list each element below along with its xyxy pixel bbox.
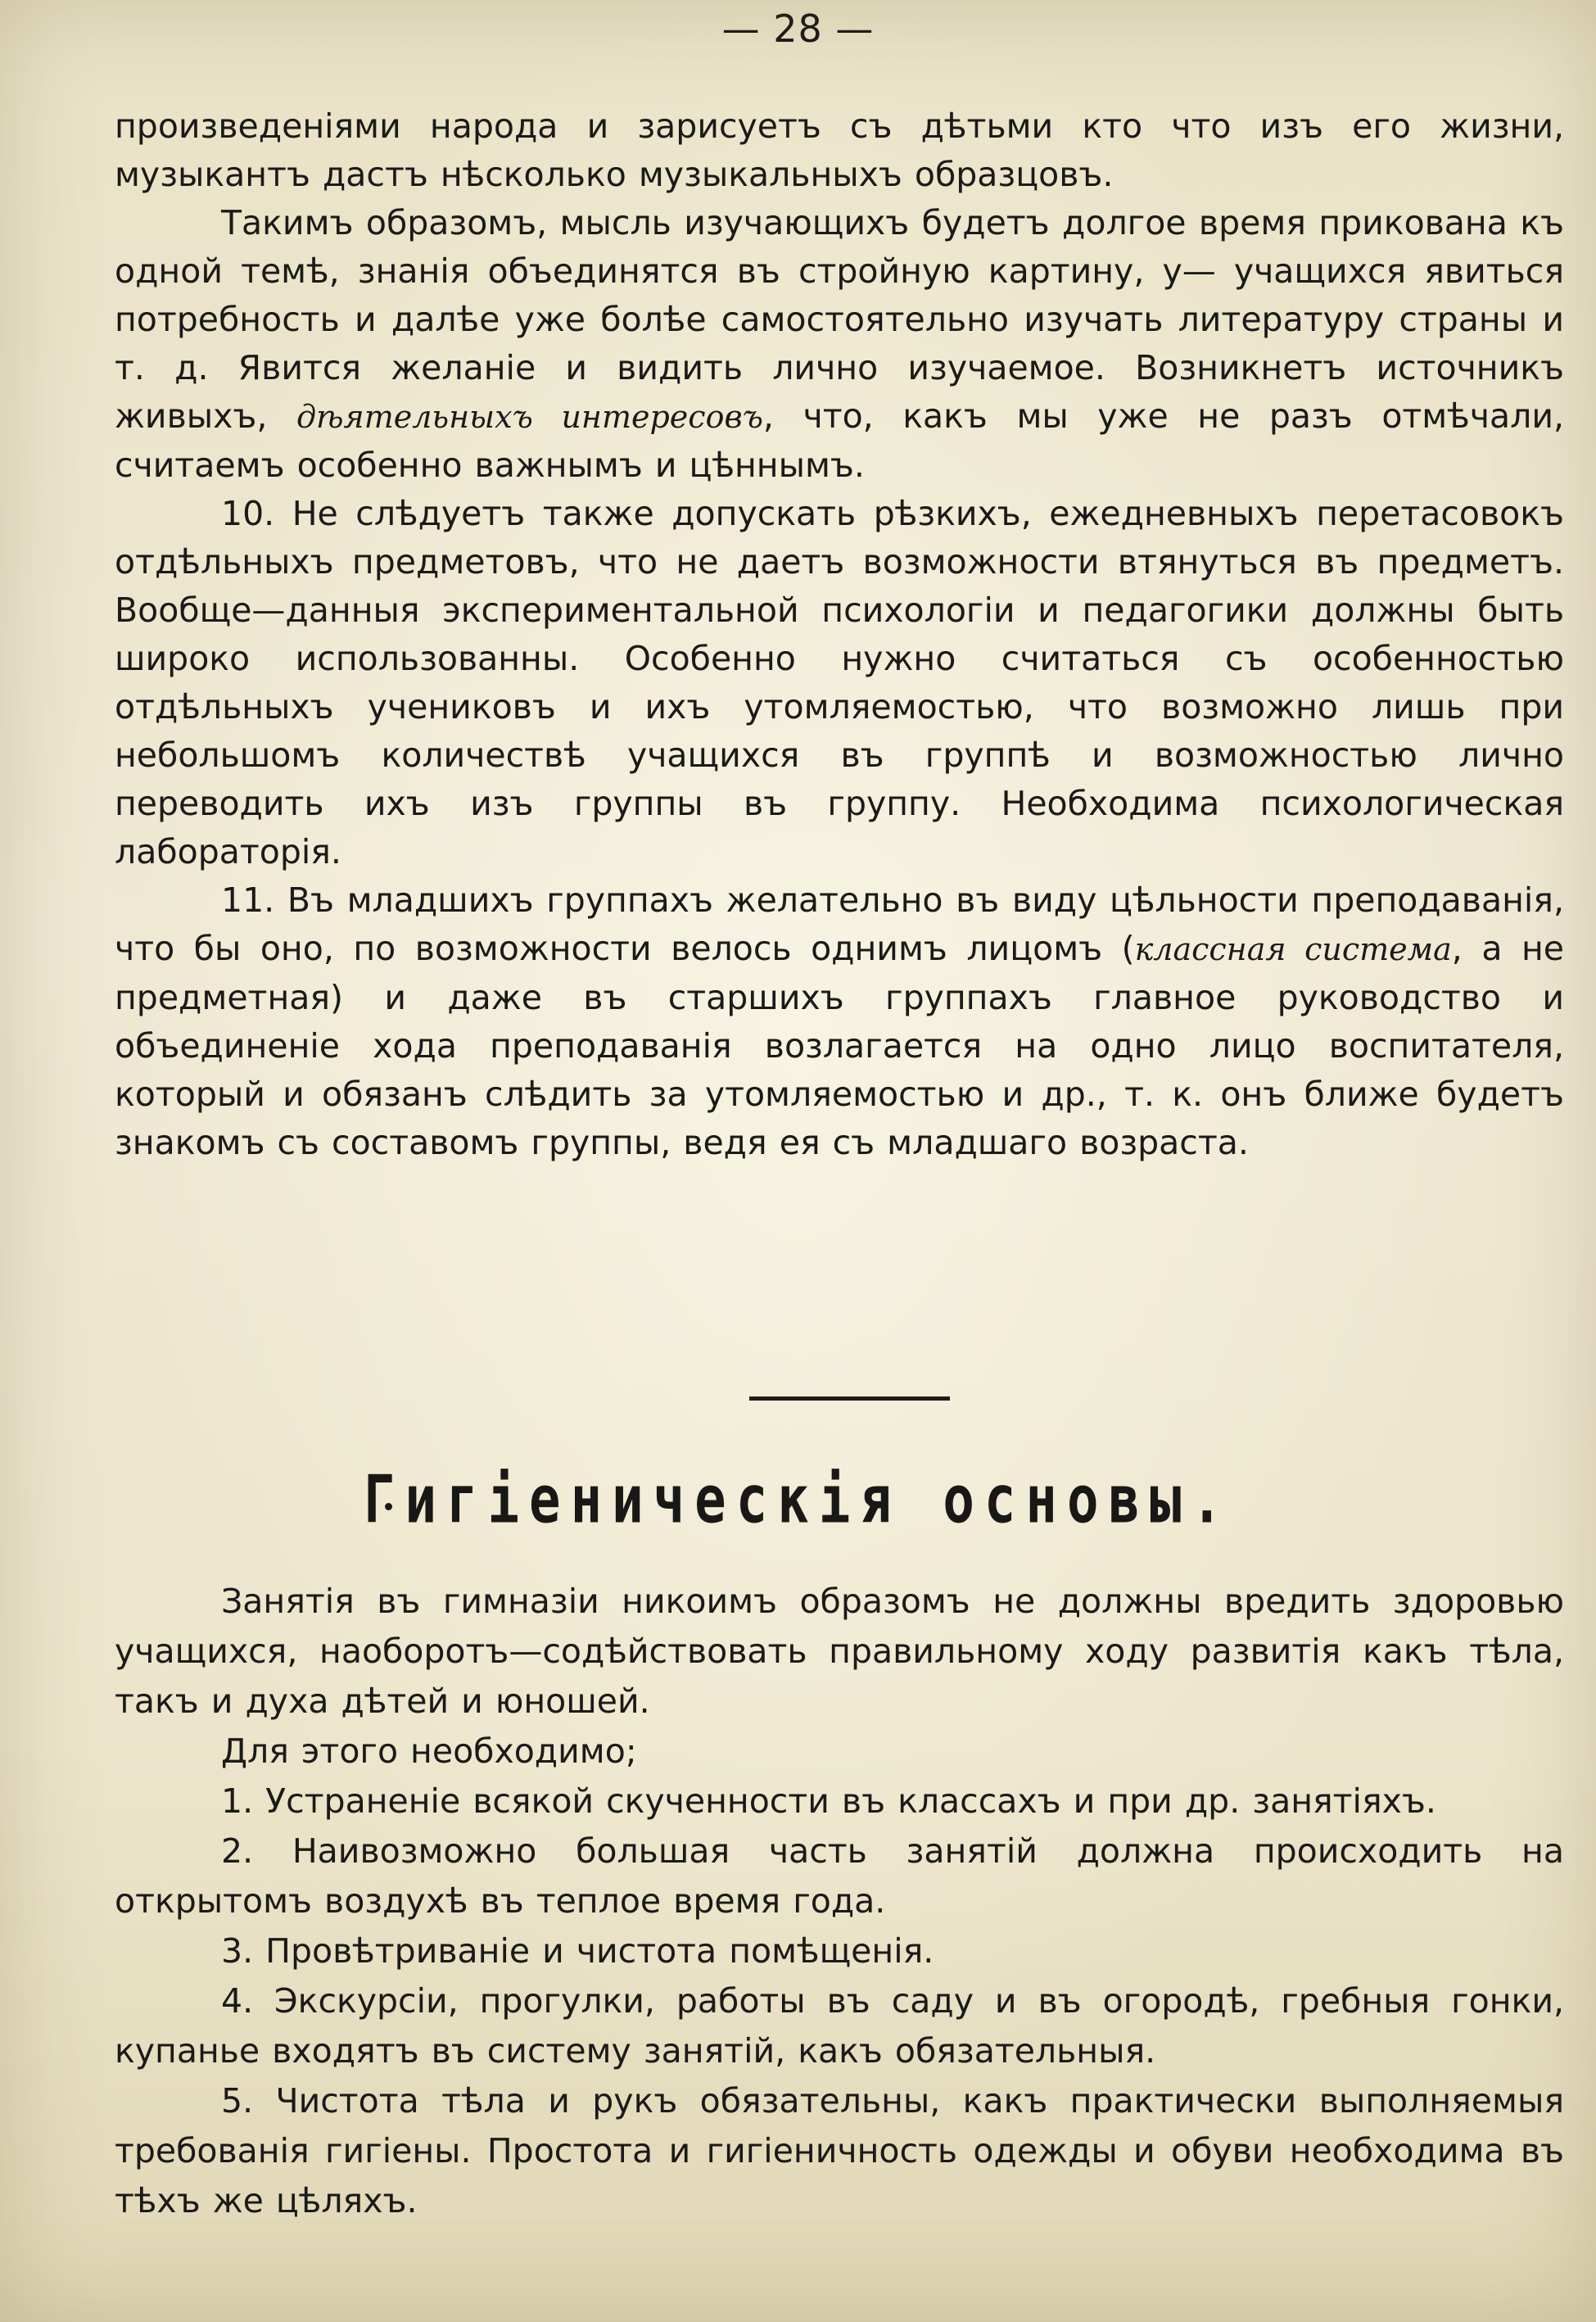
hygiene-item-1: 1. Устраненіе всякой скученности въ классахъ и при др. занятіяхъ. [221,1781,1436,1821]
hygiene-item-5: 5. Чистота тѣла и рукъ обязательны, какъ практически выполняемыя требованія гигіены. Простота и гигіеничность одежды и обуви необходима въ тѣхъ же цѣляхъ. [115,2081,1564,2220]
section-heading: Гигіеническія основы. [363,1462,1233,1539]
hygiene-item-3: 3. Провѣтриваніе и чистота помѣщенія. [221,1931,934,1971]
hygiene-item-4: 4. Экскурсіи, прогулки, работы въ саду и въ огородѣ, гребныя гонки, купанье входятъ въ систему занятій, какъ обязательныя. [115,1981,1564,2071]
italic-emphasis: дѣятельныхъ интересовъ [296,399,763,435]
italic-emphasis: классная система [1134,931,1452,967]
paragraph-thematic-study [115,199,1564,490]
page-number: — 28 — [721,7,875,51]
hygiene-item-2: 2. Наивозможно большая часть занятій должна происходить на открытомъ воздухѣ въ теплое время года. [115,1831,1564,1921]
paragraph-point-11 [115,876,1564,1167]
hygiene-lead-in: Для этого необходимо; [221,1731,637,1771]
paragraph-text: 11. Въ младшихъ группахъ желательно въ виду цѣльности преподаванія, что бы оно, по возможности велось однимъ лицомъ ( [115,880,1564,968]
paragraph-text: , а не предметная) и даже въ старшихъ группахъ главное руководство и объединеніе хода преподаванія возлагается на одно лицо воспитателя, который и обязанъ слѣдить за утомляемостью и др., т. к. онъ ближе будетъ знакомъ съ составомъ группы, ведя ея съ младшаго возраста. [115,929,1564,1162]
intro-text-block [115,102,1564,1167]
paragraph-text: Такимъ образомъ, мысль изучающихъ будетъ долгое время прикована къ одной темѣ, знанія объединятся въ стройную картину, у— учащихся явиться потребность и далѣе уже болѣе самостоятельно изучать литературу страны и т. д. Явится желаніе и видить лично изучаемое. Возникнетъ источникъ живыхъ, [115,203,1564,436]
section-divider [749,1396,950,1401]
paragraph-point-10: 10. Не слѣдуетъ также допускать рѣзкихъ, ежедневныхъ перетасовокъ отдѣльныхъ предметовъ, что не даетъ возможности втянуться въ предметъ. Вообще—данныя экспериментальной психологіи и педагогики должны быть широко использованны. Особенно нужно считаться съ особенностью отдѣльныхъ учениковъ и ихъ утомляемостью, что возможно лишь при небольшомъ количествѣ учащихся въ группѣ и возможностью лично переводить ихъ изъ группы въ группу. Необходима психологическая лабораторія. [115,494,1564,871]
hygiene-intro: Занятія въ гимназіи никоимъ образомъ не должны вредить здоровью учащихся, наоборотъ—содѣйствовать правильному ходу развитія какъ тѣла, такъ и духа дѣтей и юношей. [115,1582,1564,1721]
paragraph-text: , что, какъ мы уже не разъ отмѣчали, считаемъ особенно важнымъ и цѣннымъ. [115,396,1565,485]
paragraph-continuation: произведеніями народа и зарисуетъ съ дѣтьми кто что изъ его жизни, музыкантъ дастъ нѣсколько музыкальныхъ образцовъ. [115,106,1564,194]
hygiene-text-block [115,1577,1564,2226]
